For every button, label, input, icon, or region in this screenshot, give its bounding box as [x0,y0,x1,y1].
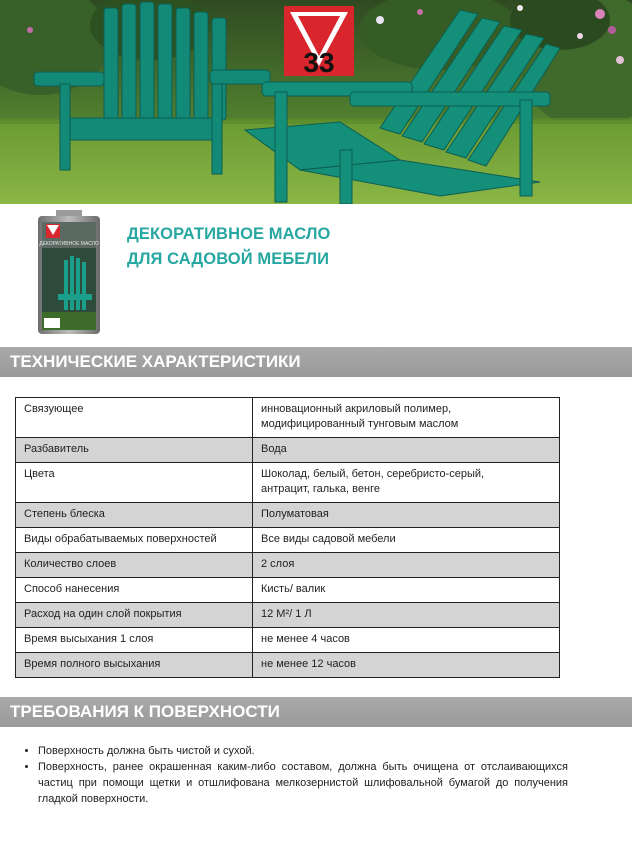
product-title [127,222,330,272]
list-item: • Поверхность, ранее окрашенная каким-либо составом, должна быть очищена от отслаивающихся частиц при помощи щетки и отшлифована мелкозернистой шлифовальной бумагой до получения гладкой поверхности. [38,759,568,807]
table-row [16,553,560,578]
spec-key: Количество слоев [16,553,253,578]
v33-logo [284,6,354,76]
product-can-image [30,208,108,336]
table-row [16,653,560,678]
table-row [16,528,560,553]
spec-value: Вода [253,438,560,463]
spec-value: 12 М²/ 1 Л [253,603,560,628]
requirements-list [24,743,568,807]
spec-value-line: инновационный акриловый полимер, [261,403,452,415]
spec-value: Полуматовая [253,503,560,528]
spec-key: Виды обрабатываемых поверхностей [16,528,253,553]
spec-key: Степень блеска [16,503,253,528]
spec-value: Кисть/ валик [253,578,560,603]
spec-value-line: антрацит, галька, венге [261,483,380,495]
table-row [16,398,560,438]
table-row [16,463,560,503]
spec-key: Способ нанесения [16,578,253,603]
spec-value [253,463,560,503]
list-item: • Поверхность должна быть чистой и сухой. [38,743,568,759]
spec-value-line: модифицированный тунговым маслом [261,418,459,430]
spec-value: не менее 4 часов [253,628,560,653]
spec-value [253,398,560,438]
requirements-section-header: ТРЕБОВАНИЯ К ПОВЕРХНОСТИ [0,697,632,727]
hero-photo [0,0,632,204]
spec-key: Цвета [16,463,253,503]
table-row [16,628,560,653]
spec-key: Время полного высыхания [16,653,253,678]
spec-key: Разбавитель [16,438,253,463]
spec-key: Время высыхания 1 слоя [16,628,253,653]
spec-value: не менее 12 часов [253,653,560,678]
specs-section-header: ТЕХНИЧЕСКИЕ ХАРАКТЕРИСТИКИ [0,347,632,377]
specs-table [15,397,560,678]
table-row [16,578,560,603]
table-row [16,503,560,528]
table-row [16,438,560,463]
spec-key: Расход на один слой покрытия [16,603,253,628]
spec-value: 2 слоя [253,553,560,578]
svg-text:33: 33 [303,47,335,76]
can-label: ДЕКОРАТИВНОЕ МАСЛО [39,241,99,247]
spec-value-line: Шоколад, белый, бетон, серебристо-серый, [261,468,485,480]
spec-value: Все виды садовой мебели [253,528,560,553]
product-title-line-2: ДЛЯ САДОВОЙ МЕБЕЛИ [127,250,330,268]
table-row [16,603,560,628]
product-title-line-1: ДЕКОРАТИВНОЕ МАСЛО [127,225,331,243]
spec-key: Связующее [16,398,253,438]
